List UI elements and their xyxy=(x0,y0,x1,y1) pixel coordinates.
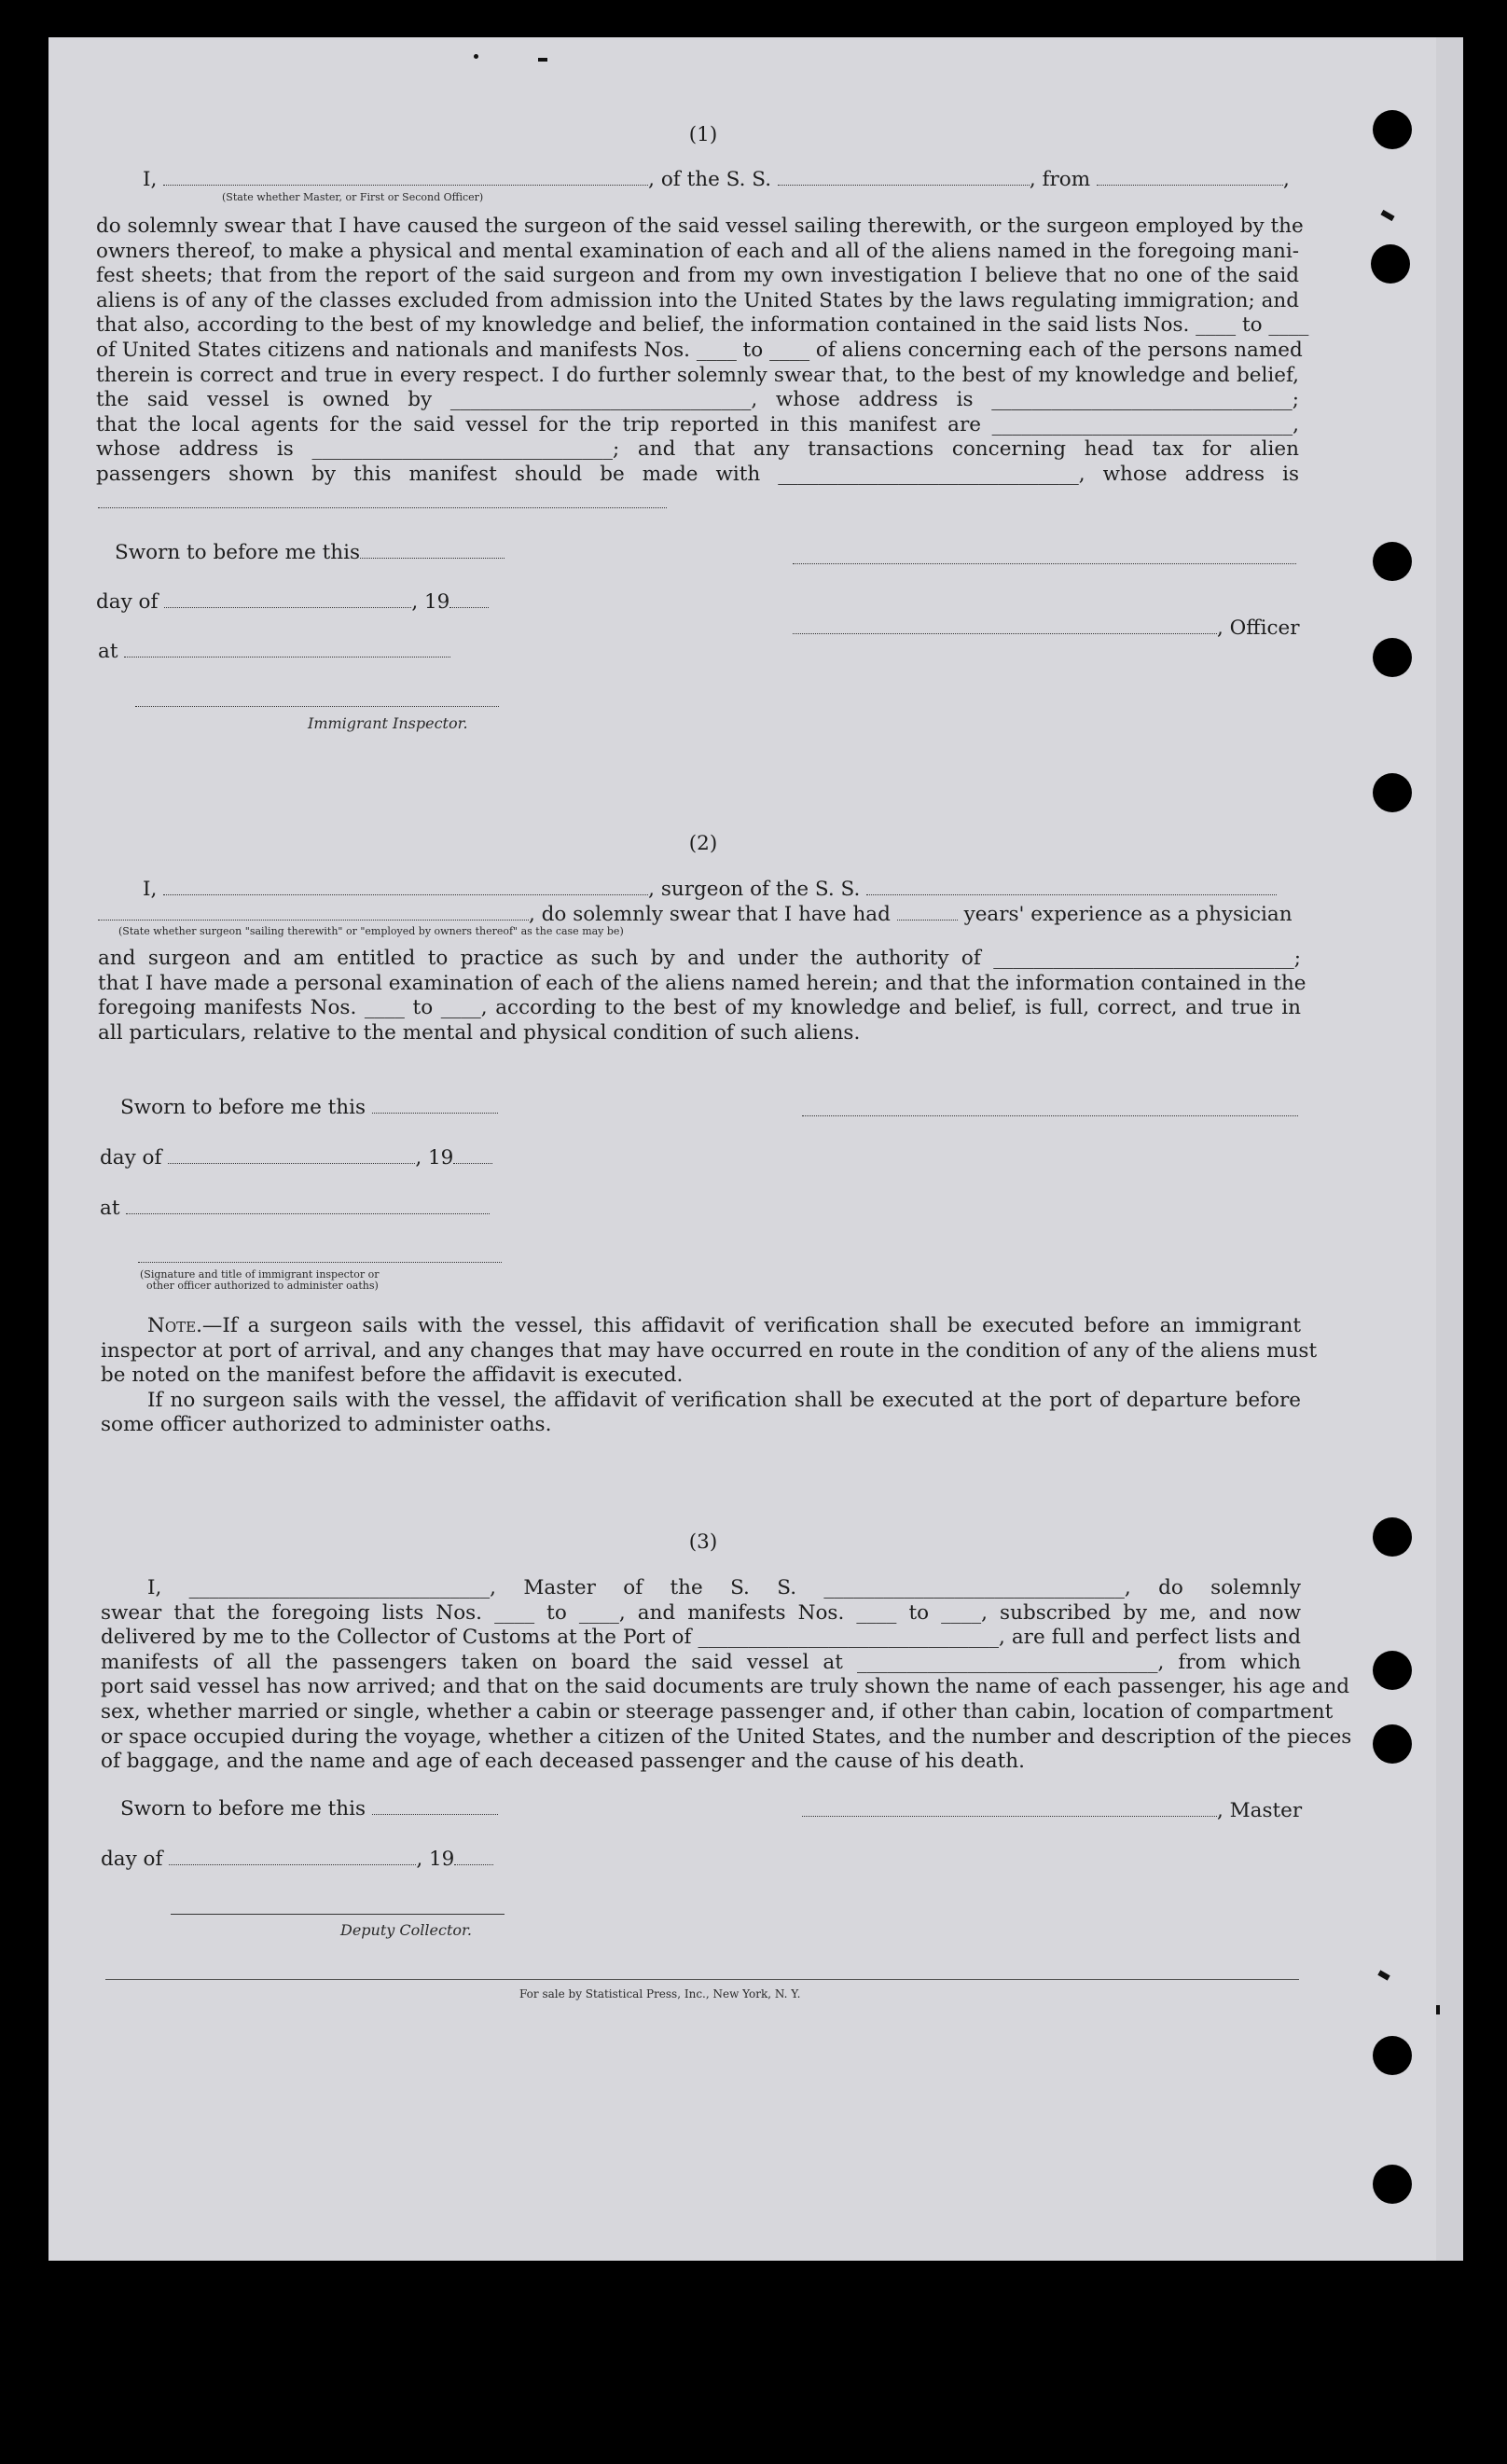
paragraph-line: or space occupied during the voyage, whether a citizen of the United States, and the number and description of the pieces xyxy=(101,1724,1352,1749)
inspector-signature-line[interactable] xyxy=(138,1261,502,1263)
officer-label: , Officer xyxy=(1217,616,1300,640)
swear-label: , do solemnly swear that I have had xyxy=(529,903,891,926)
surgeon-signature-line[interactable] xyxy=(802,1114,1298,1116)
paragraph-line: port said vessel has now arrived; and that on the said documents are truly shown the name of each passenger, his age and xyxy=(101,1675,1350,1699)
binder-hole xyxy=(1373,2036,1412,2075)
section-1-number: (1) xyxy=(688,123,718,146)
paragraph-line: of baggage, and the name and age of each deceased passenger and the cause of his death. xyxy=(101,1750,1025,1774)
sworn-date-field[interactable] xyxy=(372,1797,498,1815)
paragraph-line: delivered by me to the Collector of Customs at the Port of ______________________________, are full and perfect lists and xyxy=(101,1626,1301,1650)
section-3-paragraph xyxy=(101,1576,1352,1775)
section-2-years-line xyxy=(98,903,1293,928)
i-prefix: I, xyxy=(143,168,158,191)
section-3-number: (3) xyxy=(688,1530,718,1554)
surgeon-of-label: , surgeon of the S. S. xyxy=(648,878,861,901)
i-prefix: I, xyxy=(143,878,158,901)
paragraph-line: I, ______________________________, Master of the S. S. ______________________________, do solemnly xyxy=(147,1576,1301,1599)
binder-hole xyxy=(1371,244,1410,284)
day-of-label: day of xyxy=(100,1146,162,1170)
paragraph-line: of United States citizens and nationals and manifests Nos. ____ to ____ of aliens concerning each of the persons named xyxy=(96,338,1303,362)
binder-hole xyxy=(1373,2165,1412,2204)
sworn-date-field[interactable] xyxy=(372,1096,498,1114)
paragraph-line: sex, whether married or single, whether a cabin or steerage passenger and, if other than cabin, location of compartment xyxy=(101,1699,1334,1723)
paragraph-line: and surgeon and am entitled to practice as such by and under the authority of ______________________________; xyxy=(98,947,1301,970)
paragraph-line: passengers shown by this manifest should be made with ______________________________, whose address is xyxy=(96,462,1299,486)
at-label: at xyxy=(100,1197,120,1220)
note-line: If no surgeon sails with the vessel, the affidavit of verification shall be executed at the port of departure before xyxy=(147,1388,1301,1412)
binder-hole xyxy=(1373,1517,1412,1557)
scan-mark xyxy=(474,54,478,59)
at-line-2 xyxy=(100,1197,490,1222)
year-field[interactable] xyxy=(449,590,489,608)
section-1-opening-line xyxy=(143,168,1290,193)
day-of-line-1 xyxy=(96,590,489,616)
of-ss-label: , of the S. S. xyxy=(648,168,772,191)
paragraph-line: foregoing manifests Nos. ____ to ____, according to the best of my knowledge and belief, is full, correct, and true in xyxy=(98,996,1301,1020)
section-1-paragraph xyxy=(96,215,1309,488)
trail-comma: , xyxy=(1283,168,1290,191)
years-field[interactable] xyxy=(897,903,958,921)
paragraph-line: swear that the foregoing lists Nos. ____ to ____, and manifests Nos. ____ to ____, subscribed by me, and now xyxy=(101,1600,1301,1625)
paragraph-line: aliens is of any of the classes excluded from admission into the United States by the laws regulating immigration; and xyxy=(96,288,1299,312)
at-label: at xyxy=(98,640,118,663)
section-2-opening-line xyxy=(143,878,1277,903)
paragraph-line: fest sheets; that from the report of the said surgeon and from my own investigation I believe that no one of the said xyxy=(96,264,1299,288)
from-label: , from xyxy=(1029,168,1091,191)
paragraph-line: the said vessel is owned by ______________________________, whose address is ______________________________; xyxy=(96,388,1299,412)
binder-hole xyxy=(1373,638,1412,677)
master-signature-field[interactable] xyxy=(802,1799,1217,1817)
vessel-name-field[interactable] xyxy=(866,878,1277,895)
address-continuation-line[interactable] xyxy=(98,506,667,508)
master-line xyxy=(802,1799,1302,1824)
month-field[interactable] xyxy=(168,1146,415,1164)
years-label: years' experience as a physician xyxy=(963,903,1293,926)
sworn-label: Sworn to before me this xyxy=(115,541,361,564)
paragraph-line: that also, according to the best of my knowledge and belief, the information contained in the said lists Nos. ____ to ____ xyxy=(96,313,1309,338)
sworn-line-1 xyxy=(115,541,505,566)
paragraph-line: that I have made a personal examination of each of the aliens named herein; and that the information contained in the xyxy=(98,971,1307,995)
master-label: , Master xyxy=(1217,1799,1303,1822)
year-label: , 19 xyxy=(411,590,450,614)
note-line xyxy=(101,1314,1301,1339)
paragraph-line: that the local agents for the said vessel for the trip reported in this manifest are ______________________________, xyxy=(96,412,1299,436)
note-block xyxy=(101,1314,1318,1438)
collector-signature-line[interactable] xyxy=(171,1913,505,1915)
binder-hole xyxy=(1373,773,1412,812)
inspector-caption: Immigrant Inspector. xyxy=(308,714,468,732)
month-field[interactable] xyxy=(169,1848,416,1865)
sworn-label: Sworn to before me this xyxy=(120,1096,366,1119)
note-line: be noted on the manifest before the affidavit is executed. xyxy=(101,1364,684,1388)
year-label: , 19 xyxy=(416,1848,455,1871)
day-of-label: day of xyxy=(101,1848,163,1871)
scan-mark xyxy=(1436,2005,1440,2014)
vessel-name-field[interactable] xyxy=(778,168,1030,186)
sworn-label: Sworn to before me this xyxy=(120,1797,366,1820)
officer-line xyxy=(793,616,1300,642)
binder-hole xyxy=(1373,110,1412,149)
surgeon-name-field[interactable] xyxy=(163,878,648,895)
officer-name-field[interactable] xyxy=(163,168,648,186)
section-2-state-caption: (State whether surgeon "sailing therewith" or "employed by owners thereof" as the case may be) xyxy=(118,925,624,937)
note-text: —If a surgeon sails with the vessel, this affidavit of verification shall be executed before an immigrant xyxy=(201,1314,1301,1337)
section-2-number: (2) xyxy=(688,832,718,855)
paragraph-line: manifests of all the passengers taken on board the said vessel at ______________________________, from which xyxy=(101,1650,1301,1674)
paragraph-line: all particulars, relative to the mental and physical condition of such aliens. xyxy=(98,1020,861,1045)
sig-caption-2: other officer authorized to administer oaths) xyxy=(146,1280,379,1292)
footer-rule xyxy=(105,1978,1299,1980)
surgeon-status-field[interactable] xyxy=(98,903,529,921)
binder-hole xyxy=(1373,542,1412,581)
day-of-line-3 xyxy=(101,1848,493,1873)
year-field[interactable] xyxy=(454,1848,493,1865)
place-field[interactable] xyxy=(124,640,450,658)
note-line: inspector at port of arrival, and any changes that may have occurred en route in the condition of any of the aliens must xyxy=(101,1338,1318,1363)
binder-hole xyxy=(1373,1651,1412,1690)
from-port-field[interactable] xyxy=(1097,168,1283,186)
day-of-line-2 xyxy=(100,1146,492,1171)
paragraph-line: whose address is ______________________________; and that any transactions concerning head tax for alien xyxy=(96,437,1299,462)
paragraph-line: therein is correct and true in every respect. I do further solemnly swear that, to the best of my knowledge and belief, xyxy=(96,363,1299,387)
binder-hole xyxy=(1373,1724,1412,1764)
officer-signature-line-a[interactable] xyxy=(793,562,1296,564)
note-line: some officer authorized to administer oaths. xyxy=(101,1413,552,1437)
inspector-signature-line[interactable] xyxy=(135,705,499,707)
sworn-line-3 xyxy=(120,1797,498,1822)
paragraph-line: owners thereof, to make a physical and mental examination of each and all of the aliens named in the foregoing mani- xyxy=(96,239,1299,263)
note-heading: Note. xyxy=(147,1314,202,1337)
sworn-date-field[interactable] xyxy=(360,541,505,559)
officer-signature-field[interactable] xyxy=(793,616,1217,634)
year-label: , 19 xyxy=(415,1146,454,1170)
scan-mark xyxy=(538,58,547,62)
place-field[interactable] xyxy=(126,1197,490,1214)
sig-caption-1: (Signature and title of immigrant inspector or xyxy=(140,1268,380,1280)
month-field[interactable] xyxy=(164,590,411,608)
section-1-state-caption: (State whether Master, or First or Second Officer) xyxy=(222,191,484,203)
printer-footer: For sale by Statistical Press, Inc., New York, N. Y. xyxy=(519,1987,801,2000)
year-field[interactable] xyxy=(453,1146,492,1164)
at-line-1 xyxy=(98,640,450,665)
paragraph-line: do solemnly swear that I have caused the surgeon of the said vessel sailing therewith, or the surgeon employed by the xyxy=(96,215,1304,238)
collector-caption: Deputy Collector. xyxy=(340,1921,472,1939)
day-of-label: day of xyxy=(96,590,159,614)
sworn-line-2 xyxy=(120,1096,498,1121)
section-2-paragraph xyxy=(98,947,1307,1045)
